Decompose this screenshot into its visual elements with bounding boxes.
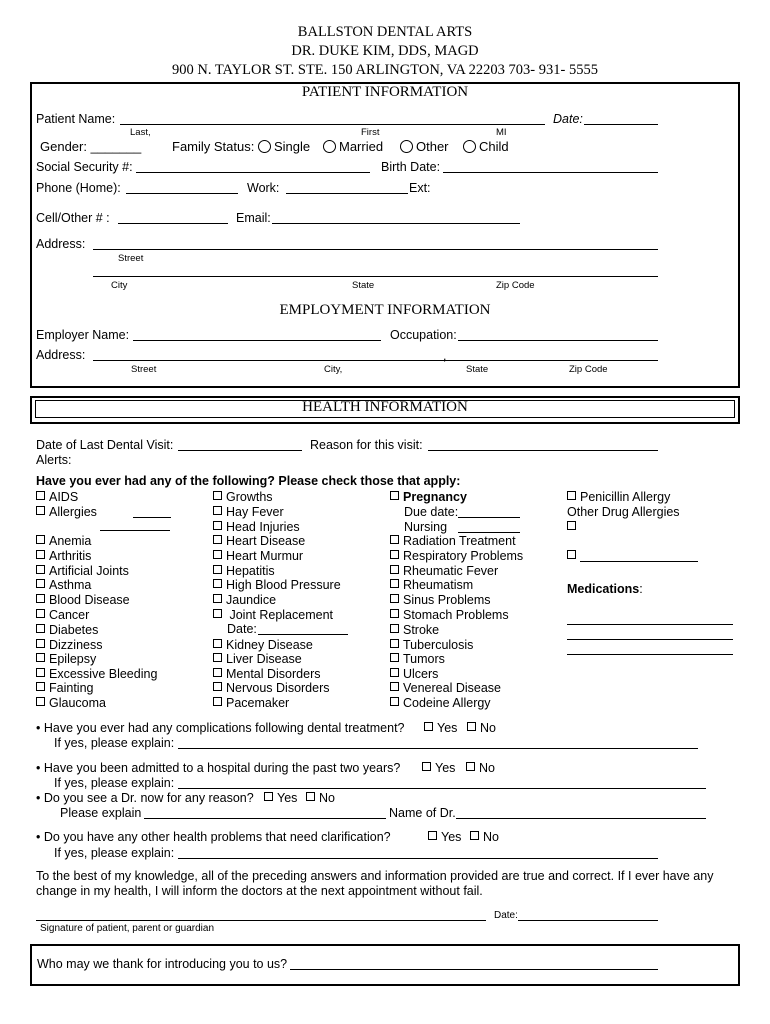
address-comma: , [443,349,447,363]
q3-yes-checkbox[interactable] [264,792,273,801]
pregnancy-item[interactable] [390,490,467,504]
checkbox-icon[interactable] [213,697,222,706]
patient-name-field[interactable] [120,124,545,125]
condition-item[interactable] [213,681,330,695]
condition-item[interactable] [36,667,157,681]
question-see-doctor: • Do you see a Dr. now for any reason? [36,791,254,805]
email-field[interactable] [272,223,520,224]
checkbox-icon[interactable] [390,624,399,633]
reason-field[interactable] [428,450,658,451]
employer-address-label: Address: [36,348,86,362]
employment-section-title: EMPLOYMENT INFORMATION [279,302,491,318]
birth-date-field[interactable] [443,172,658,173]
condition-item[interactable] [213,652,302,666]
employer-name-field[interactable] [133,340,381,341]
condition-label: Stomach Problems [403,608,509,622]
cell-field[interactable] [118,223,228,224]
q4-yes-checkbox[interactable] [428,831,437,840]
referral-field[interactable] [290,969,658,970]
condition-label: Heart Murmur [226,549,304,563]
name-of-dr-field[interactable] [456,818,706,819]
condition-item[interactable] [213,534,305,548]
q2-no[interactable]: No [466,761,495,775]
condition-item[interactable] [390,593,491,607]
medications-field-1[interactable] [567,624,733,625]
condition-item[interactable] [36,505,97,519]
q2-explain-label: If yes, please explain: [54,776,175,790]
status-single-option[interactable] [258,139,310,154]
checkbox-icon[interactable] [36,506,45,515]
nursing-label: Nursing [404,520,448,534]
patient-city-state-zip-field[interactable] [93,276,658,277]
name-of-dr-label: Name of Dr. [389,806,456,820]
q2-yes-checkbox[interactable] [422,762,431,771]
condition-item[interactable] [213,593,276,607]
patient-address-label: Address: [36,237,86,251]
condition-label: Epilepsy [49,652,97,666]
signature-label: Signature of patient, parent or guardian [40,923,215,934]
condition-item[interactable] [390,534,516,548]
condition-item[interactable] [36,578,91,592]
medications-field-3[interactable] [567,654,733,655]
work-phone-field[interactable] [286,193,408,194]
city-hint: City [111,280,128,291]
condition-label: Asthma [49,578,92,592]
status-married-option[interactable] [323,139,383,154]
medications-label: Medications: [567,582,643,596]
condition-item[interactable] [36,681,93,695]
checkbox-icon[interactable] [213,535,222,544]
q1-no[interactable]: No [467,721,496,735]
q1-yes-checkbox[interactable] [424,722,433,731]
question-other-health: • Do you have any other health problems that need clarification? [36,830,391,844]
married-radio[interactable] [323,140,336,153]
home-phone-field[interactable] [126,193,238,194]
q2-no-checkbox[interactable] [466,762,475,771]
employer-state-hint: State [466,364,489,375]
condition-label: Liver Disease [226,652,302,666]
q2-explain-field[interactable] [178,788,706,789]
child-radio[interactable] [463,140,476,153]
home-phone-label: Phone (Home): [36,181,121,195]
condition-item[interactable] [390,608,509,622]
checkbox-icon[interactable] [390,565,399,574]
last-visit-field[interactable] [178,450,302,451]
condition-item[interactable] [213,549,303,563]
last-visit-label: Date of Last Dental Visit: [36,438,174,452]
date-field[interactable] [584,124,658,125]
condition-item[interactable] [213,520,300,534]
checkbox-icon[interactable] [213,653,222,662]
checkbox-icon[interactable] [213,521,222,530]
condition-label: Sinus Problems [403,593,491,607]
attestation-line-2: change in my health, I will inform the doctors at the next appointment without fail. [36,884,483,898]
condition-item[interactable] [390,667,438,681]
street-hint: Street [118,253,144,264]
health-section-title: HEALTH INFORMATION [302,399,468,415]
cell-label: Cell/Other # : [36,211,110,225]
q3-yes[interactable]: Yes [264,791,297,805]
condition-label: Growths [226,490,273,504]
q4-yes[interactable]: Yes [428,830,461,844]
checkbox-icon[interactable] [36,653,45,662]
condition-label: Excessive Bleeding [49,667,158,681]
condition-item[interactable] [36,623,98,637]
checkbox-icon[interactable] [390,609,399,618]
employer-street-hint: Street [131,364,157,375]
condition-item[interactable] [36,696,106,710]
q3-explain-field[interactable] [144,818,386,819]
condition-item[interactable] [36,549,91,563]
checkbox-icon[interactable] [36,550,45,559]
condition-item[interactable] [213,578,341,592]
pregnancy-checkbox[interactable] [390,491,399,500]
due-date-label: Due date: [404,505,459,519]
alerts-label: Alerts: [36,453,72,467]
condition-label: Ulcers [403,667,439,681]
checkbox-icon[interactable] [213,639,222,648]
condition-item[interactable] [213,608,333,622]
checkbox-icon[interactable] [36,535,45,544]
condition-label: Heart Disease [226,534,306,548]
condition-label: Jaundice [226,593,277,607]
child-label: Child [479,139,509,154]
condition-item[interactable] [36,593,130,607]
allergies-field[interactable] [133,517,171,518]
work-phone-label: Work: [247,181,280,195]
checkbox-icon[interactable] [36,609,45,618]
condition-label: Anemia [49,534,92,548]
condition-label: Mental Disorders [226,667,321,681]
other-drug-field[interactable] [580,561,698,562]
question-hospital: • Have you been admitted to a hospital during the past two years? [36,761,401,775]
penicillin-checkbox[interactable] [567,491,576,500]
condition-label: Pacemaker [226,696,290,710]
q2-yes[interactable]: Yes [422,761,455,775]
condition-label: Rheumatism [403,578,474,592]
patient-section-title: PATIENT INFORMATION [301,84,469,100]
q4-explain-field[interactable] [178,858,658,859]
condition-label: Kidney Disease [226,638,313,652]
allergies-field-2[interactable] [100,530,170,531]
q1-no-checkbox[interactable] [467,722,476,731]
ssn-field[interactable] [136,172,370,173]
attestation-line-1: To the best of my knowledge, all of the preceding answers and information provided are true and correct. If I ever have any [36,869,714,883]
condition-item[interactable] [213,490,273,504]
mi-hint: MI [496,127,507,138]
condition-label: Fainting [49,681,94,695]
condition-label: Hepatitis [226,564,275,578]
zip-hint: Zip Code [496,280,535,291]
checkbox-icon[interactable] [36,697,45,706]
checkbox-icon[interactable] [36,579,45,588]
checkbox-icon[interactable] [567,521,576,530]
condition-label: Arthritis [49,549,92,563]
checkbox-icon[interactable] [213,550,222,559]
date-label: Date: [553,112,583,126]
other-drug-checkbox-1[interactable] [567,520,580,534]
condition-item[interactable] [390,564,498,578]
condition-item[interactable] [390,578,473,592]
signature-date-field[interactable] [518,920,658,921]
status-other-option[interactable] [400,139,449,154]
ext-label: Ext: [409,181,431,195]
checkbox-icon[interactable] [390,653,399,662]
employer-address-field[interactable] [93,360,658,361]
checkbox-icon[interactable] [567,550,576,559]
checkbox-icon[interactable] [390,594,399,603]
condition-label: Diabetes [49,623,99,637]
condition-label: Artificial Joints [49,564,129,578]
joint-date-label: Date: [227,622,257,636]
condition-label: Stroke [403,623,440,637]
q4-explain-label: If yes, please explain: [54,846,175,860]
condition-label: Cancer [49,608,90,622]
referral-label: Who may we thank for introducing you to us? [37,957,288,971]
first-name-hint: First [361,127,380,138]
practice-name: BALLSTON DENTAL ARTS [297,24,473,40]
checkbox-icon[interactable] [213,506,222,515]
checkbox-icon[interactable] [36,639,45,648]
checkbox-icon[interactable] [390,697,399,706]
pregnancy-label: Pregnancy [403,490,467,504]
practice-address: 900 N. TAYLOR ST. STE. 150 ARLINGTON, VA 22203 703- 931- 5555 [172,62,598,78]
condition-label: Blood Disease [49,593,130,607]
nursing-field[interactable] [458,532,520,533]
checkbox-icon[interactable] [213,594,222,603]
condition-item[interactable] [390,549,523,563]
condition-label: Allergies [49,505,97,519]
condition-label: Rheumatic Fever [403,564,499,578]
q3-explain-label: Please explain [60,806,142,820]
condition-item[interactable] [36,608,89,622]
condition-item[interactable] [213,696,289,710]
condition-item[interactable] [390,652,445,666]
checkbox-icon[interactable] [213,609,222,618]
condition-label: Head Injuries [226,520,300,534]
q4-no-checkbox[interactable] [470,831,479,840]
other-drug-checkbox-2[interactable] [567,549,580,563]
penicillin-item[interactable] [567,490,670,504]
patient-name-label: Patient Name: [36,112,116,126]
condition-label: AIDS [49,490,79,504]
checklist-prompt: Have you ever had any of the following? Please check those that apply: [36,474,461,488]
condition-label: Tuberculosis [403,638,474,652]
condition-item[interactable] [36,638,103,652]
q3-no[interactable]: No [306,791,335,805]
email-label: Email: [236,211,271,225]
checkbox-icon[interactable] [390,682,399,691]
q1-explain-field[interactable] [178,748,698,749]
condition-label: High Blood Pressure [226,578,341,592]
due-date-field[interactable] [458,517,520,518]
ssn-label: Social Security #: [36,160,133,174]
married-label: Married [339,139,384,154]
condition-item[interactable] [390,623,439,637]
q1-explain-label: If yes, please explain: [54,736,175,750]
last-name-hint: Last, [130,127,151,138]
condition-label: Codeine Allergy [403,696,491,710]
occupation-label: Occupation: [390,328,457,342]
checkbox-icon[interactable] [213,565,222,574]
condition-item[interactable] [213,638,313,652]
signature-date-label: Date: [494,910,518,921]
q4-no[interactable]: No [470,830,499,844]
employer-name-label: Employer Name: [36,328,130,342]
doctor-name: DR. DUKE KIM, DDS, MAGD [291,43,479,59]
other-drug-label: Other Drug Allergies [567,505,680,519]
penicillin-label: Penicillin Allergy [580,490,671,504]
question-complications: • Have you ever had any complications following dental treatment? [36,721,405,735]
patient-street-field[interactable] [93,249,658,250]
condition-label: Joint Replacement [226,608,334,622]
signature-field[interactable] [36,920,486,921]
checkbox-icon[interactable] [213,682,222,691]
medications-field-2[interactable] [567,639,733,640]
reason-label: Reason for this visit: [310,438,423,452]
condition-item[interactable] [36,490,78,504]
condition-label: Radiation Treatment [403,534,516,548]
checkbox-icon[interactable] [390,639,399,648]
q1-yes[interactable]: Yes [424,721,457,735]
q3-no-checkbox[interactable] [306,792,315,801]
checkbox-icon[interactable] [390,535,399,544]
condition-label: Hay Fever [226,505,284,519]
other-label: Other [416,139,449,154]
condition-label: Respiratory Problems [403,549,524,563]
condition-label: Tumors [403,652,445,666]
checkbox-icon[interactable] [213,668,222,677]
checkbox-icon[interactable] [36,682,45,691]
checkbox-icon[interactable] [213,579,222,588]
condition-item[interactable] [213,505,284,519]
other-radio[interactable] [400,140,413,153]
condition-item[interactable] [213,667,320,681]
condition-item[interactable] [36,564,129,578]
employer-zip-hint: Zip Code [569,364,608,375]
joint-replacement-date-field[interactable] [258,634,348,635]
family-status-label: Family Status: [172,139,255,154]
checkbox-icon[interactable] [390,550,399,559]
checkbox-icon[interactable] [390,668,399,677]
birth-date-label: Birth Date: [381,160,441,174]
condition-label: Glaucoma [49,696,106,710]
condition-label: Nervous Disorders [226,681,330,695]
checkbox-icon[interactable] [390,579,399,588]
condition-label: Dizziness [49,638,103,652]
occupation-field[interactable] [458,340,658,341]
checkbox-icon[interactable] [36,624,45,633]
checkbox-icon[interactable] [36,668,45,677]
condition-item[interactable] [390,638,473,652]
status-child-option[interactable] [463,139,509,154]
single-radio[interactable] [258,140,271,153]
gender-label[interactable]: Gender: _______ [40,139,142,154]
state-hint: State [352,280,375,291]
employer-city-hint: City, [324,364,343,375]
single-label: Single [274,139,311,154]
checkbox-icon[interactable] [36,594,45,603]
condition-item[interactable] [36,534,91,548]
checkbox-icon[interactable] [213,491,222,500]
condition-item[interactable] [213,564,275,578]
condition-item[interactable] [390,696,491,710]
checkbox-icon[interactable] [36,565,45,574]
condition-item[interactable] [390,681,501,695]
condition-label: Venereal Disease [403,681,501,695]
checkbox-icon[interactable] [36,491,45,500]
condition-item[interactable] [36,652,96,666]
